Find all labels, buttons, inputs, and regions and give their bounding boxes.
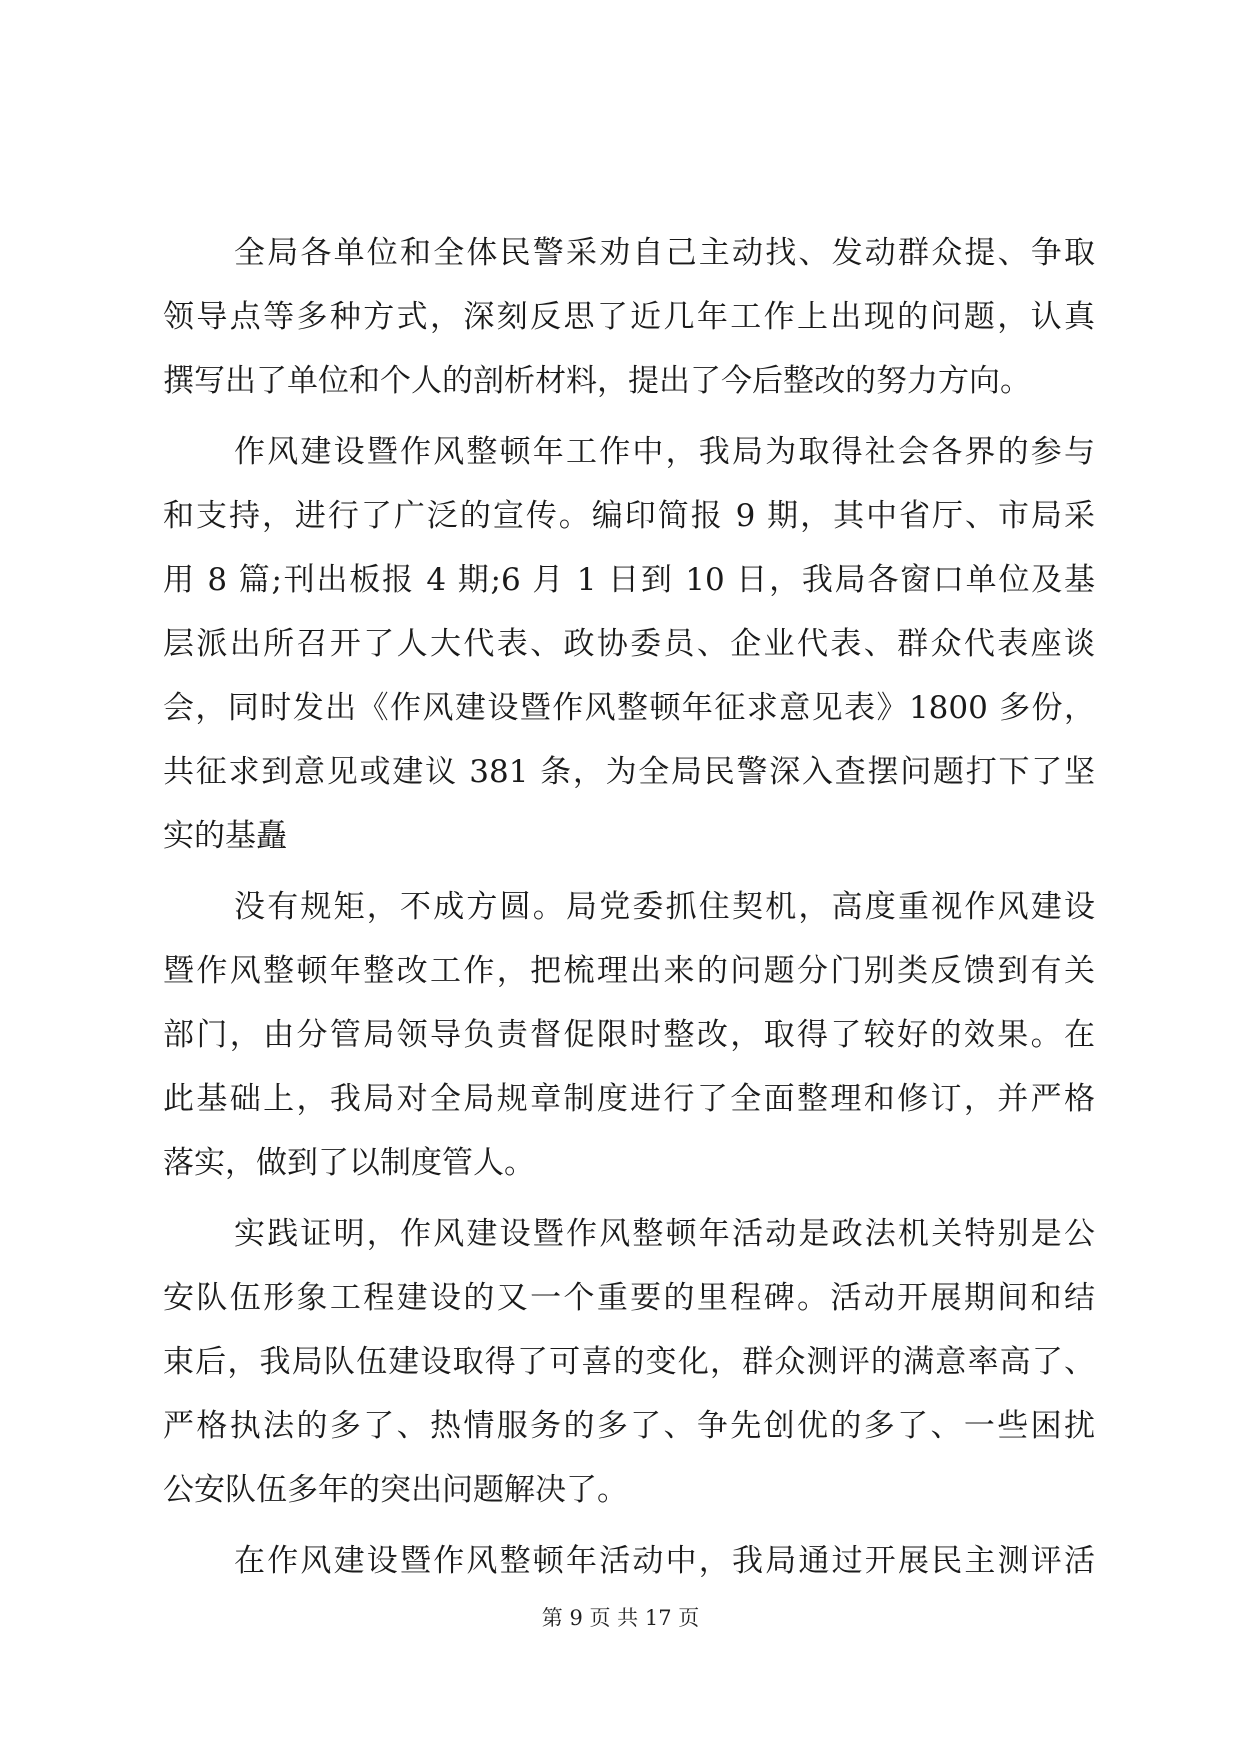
text-line: 严格执法的多了、热情服务的多了、争先创优的多了、一些困扰	[163, 1408, 1095, 1444]
paragraph-3	[163, 875, 1095, 1195]
text-line: 暨作风整顿年整改工作，把梳理出来的问题分门别类反馈到有关	[163, 953, 1095, 989]
text-line: 安队伍形象工程建设的又一个重要的里程碑。活动开展期间和结	[163, 1280, 1095, 1316]
text-line: 落实，做到了以制度管人。	[163, 1145, 535, 1181]
document-body	[163, 221, 1095, 1593]
text-line: 作风建设暨作风整顿年工作中，我局为取得社会各界的参与	[234, 434, 1095, 470]
text-line: 在作风建设暨作风整顿年活动中，我局通过开展民主测评活	[234, 1543, 1095, 1579]
text-line: 实的基矗	[163, 818, 287, 854]
text-line: 全局各单位和全体民警采劝自己主动找、发动群众提、争取	[234, 235, 1095, 271]
text-line: 束后，我局队伍建设取得了可喜的变化，群众测评的满意率高了、	[163, 1344, 1095, 1380]
text-line: 领导点等多种方式，深刻反思了近几年工作上出现的问题，认真	[163, 299, 1095, 335]
text-line: 和支持，进行了广泛的宣传。编印简报 9 期，其中省厅、市局采	[163, 498, 1095, 534]
text-line: 撰写出了单位和个人的剖析材料，提出了今后整改的努力方向。	[163, 363, 1031, 399]
text-line: 会，同时发出《作风建设暨作风整顿年征求意见表》1800 多份，	[163, 690, 1095, 726]
text-line: 没有规矩，不成方圆。局党委抓住契机，高度重视作风建设	[234, 889, 1095, 925]
text-line: 实践证明，作风建设暨作风整顿年活动是政法机关特别是公	[234, 1216, 1095, 1252]
paragraph-1	[163, 221, 1095, 413]
paragraph-2	[163, 420, 1095, 868]
text-line: 部门，由分管局领导负责督促限时整改，取得了较好的效果。在	[163, 1017, 1095, 1053]
paragraph-4	[163, 1202, 1095, 1522]
paragraph-5	[163, 1529, 1095, 1593]
text-line: 层派出所召开了人大代表、政协委员、企业代表、群众代表座谈	[163, 626, 1095, 662]
text-line: 共征求到意见或建议 381 条，为全局民警深入查摆问题打下了坚	[163, 754, 1095, 790]
text-line: 公安队伍多年的突出问题解决了。	[163, 1472, 628, 1508]
page-number-footer: 第 9 页 共 17 页	[541, 1606, 700, 1630]
text-line: 用 8 篇;刊出板报 4 期;6 月 1 日到 10 日，我局各窗口单位及基	[163, 562, 1095, 598]
text-line: 此基础上，我局对全局规章制度进行了全面整理和修订，并严格	[163, 1081, 1095, 1117]
